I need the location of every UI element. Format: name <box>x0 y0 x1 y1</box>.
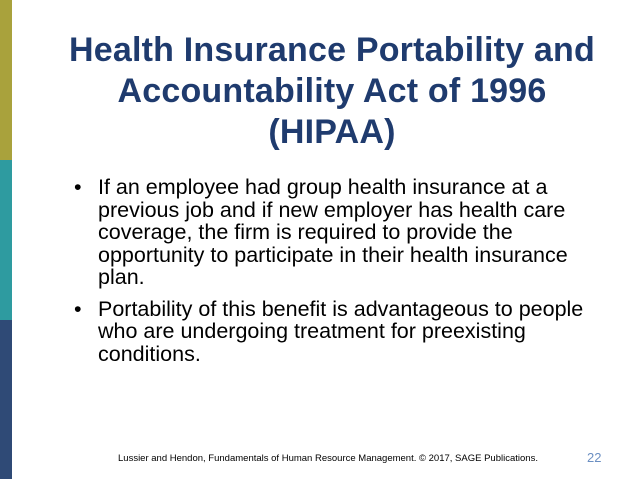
bullet-item <box>72 298 602 366</box>
sidebar-band-top <box>0 0 12 160</box>
slide-title: Health Insurance Portability and Accountability Act of 1996 (HIPAA) <box>69 31 595 151</box>
bullet-icon: • <box>74 175 82 199</box>
sidebar-band-bottom <box>0 320 12 479</box>
bullet-list <box>72 176 602 374</box>
bullet-icon: • <box>74 296 82 321</box>
bullet-text: Portability of this benefit is advantageous to people who are undergoing treatment for preexisting conditions. <box>98 296 584 366</box>
bullet-text: If an employee had group health insurance at a previous job and if new employer has health care coverage, the firm is required to provide the opportunity to participate in their health insurance plan. <box>98 175 568 289</box>
footer-citation: Lussier and Hendon, Fundamentals of Human Resource Management. © 2017, SAGE Publications. <box>118 453 538 464</box>
page-number: 22 <box>587 450 602 465</box>
bullet-item <box>72 176 602 289</box>
sidebar-band-middle <box>0 160 12 320</box>
